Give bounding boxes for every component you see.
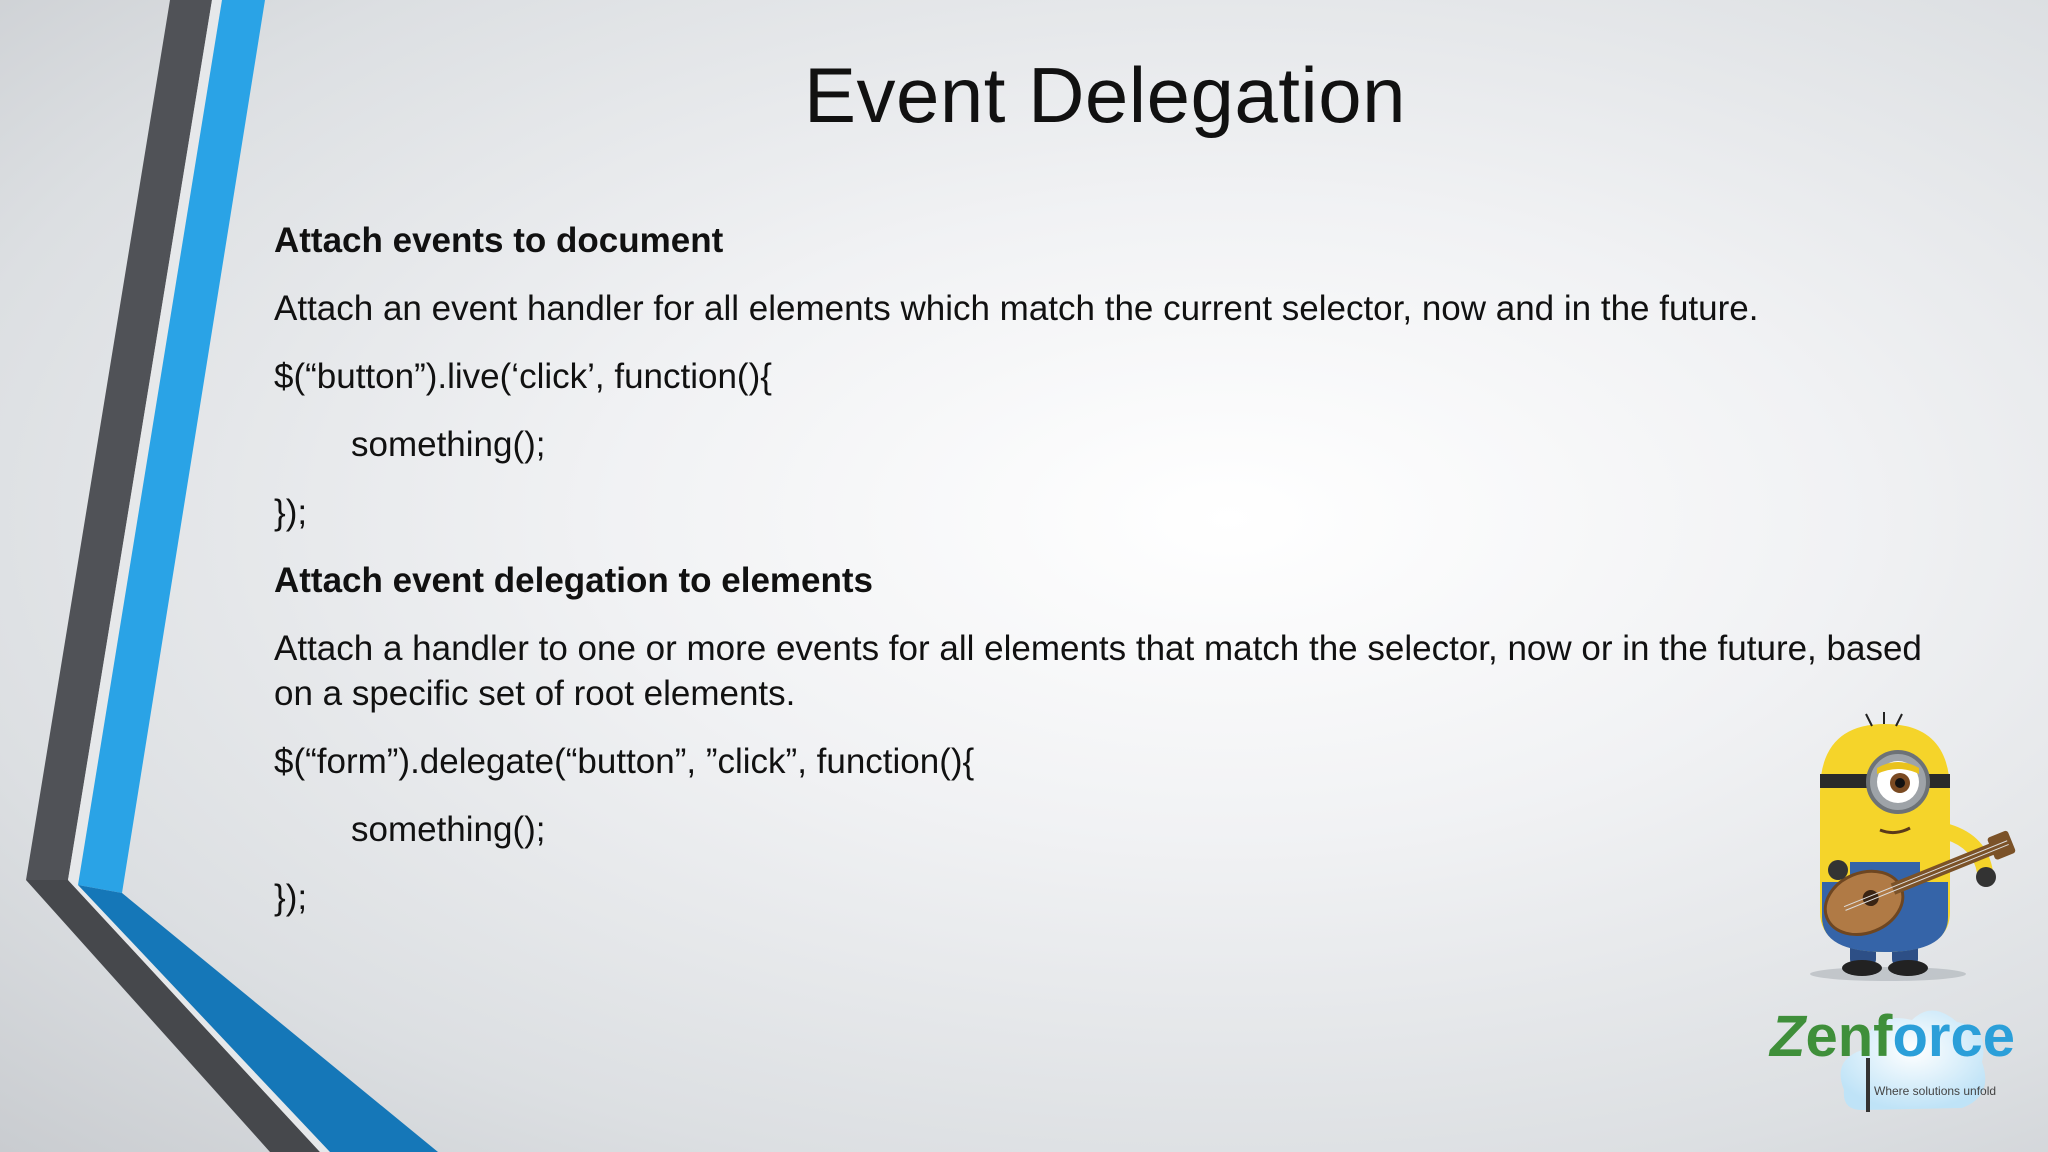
section-description-delegation: Attach a handler to one or more events for all elements that match the selector, now or in the future, based on a specific set of root elements. <box>274 629 1922 713</box>
logo-letter-z: Z <box>1770 1004 1806 1069</box>
logo-tagline: Where solutions unfold <box>1874 1084 1997 1098</box>
logo-letters-orce: orce <box>1892 1004 2015 1069</box>
code-line-live-close: }); <box>274 493 308 532</box>
logo-wordmark <box>1770 1004 2015 1070</box>
zenforce-logo <box>1762 1000 2015 1120</box>
minion-mascot-icon <box>1780 712 2020 982</box>
code-line-live-body: something(); <box>351 425 546 464</box>
logo-letter-f: f <box>1873 1004 1893 1069</box>
section-heading-document: Attach events to document <box>274 221 724 260</box>
logo-letters-en: en <box>1805 1004 1874 1069</box>
code-line-live-open: $(“button”).live(‘click’, function(){ <box>274 357 772 396</box>
code-line-delegate-body: something(); <box>351 810 546 849</box>
code-line-delegate-open: $(“form”).delegate(“button”, ”click”, function(){ <box>274 742 975 781</box>
slide-title: Event Delegation <box>803 51 1407 139</box>
slide-body <box>274 218 1934 943</box>
section-heading-delegation: Attach event delegation to elements <box>274 561 874 600</box>
section-description-document: Attach an event handler for all elements which match the current selector, now and in the future. <box>274 289 1759 328</box>
code-line-delegate-close: }); <box>274 878 308 917</box>
